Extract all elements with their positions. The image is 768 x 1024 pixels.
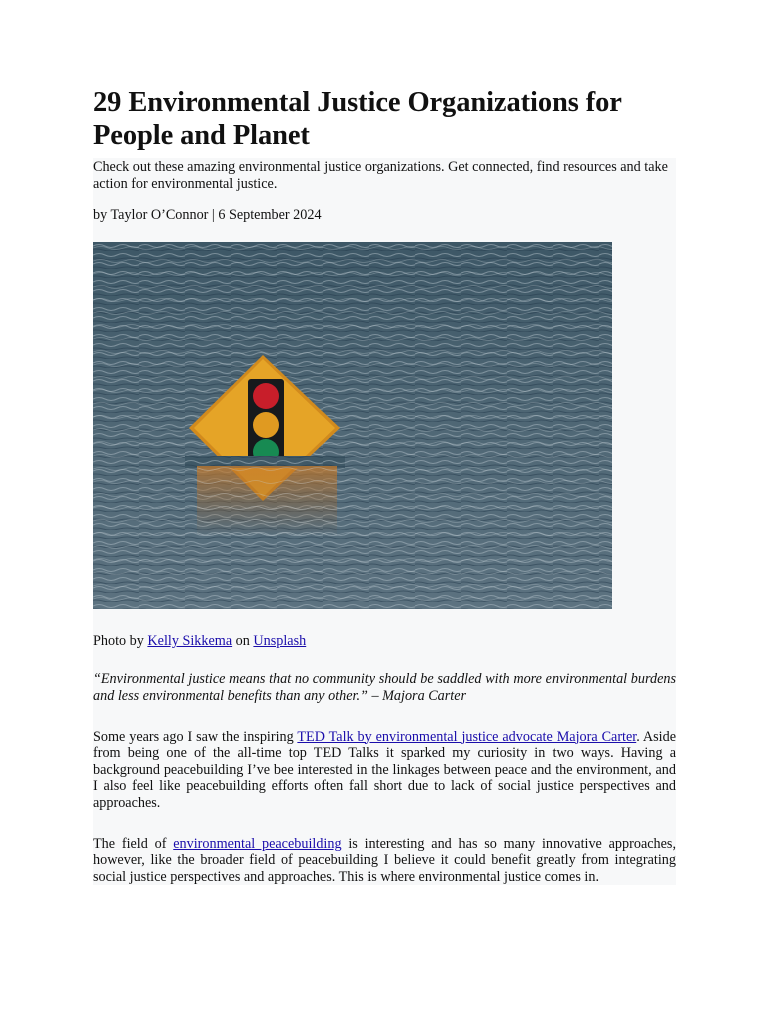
red-light-icon bbox=[253, 383, 279, 409]
byline: by Taylor O’Connor | 6 September 2024 bbox=[93, 207, 322, 224]
paragraph-environmental-peacebuilding bbox=[93, 836, 676, 886]
photographer-link[interactable]: Kelly Sikkema bbox=[147, 632, 233, 649]
article-body bbox=[93, 158, 676, 885]
unsplash-link[interactable]: Unsplash bbox=[253, 632, 307, 649]
article-intro: Check out these amazing environmental justice organizations. Get connected, find resources and take action for environmental justice. bbox=[93, 159, 668, 192]
photo-caption bbox=[93, 633, 676, 650]
article bbox=[93, 86, 676, 885]
environmental-peacebuilding-link[interactable]: environmental peacebuilding bbox=[173, 835, 342, 852]
paragraph-ted-talk-rest: . Aside from being one of the all-time top TED Talks it sparked my curiosity in two ways. Having a background peacebuilding I’ve bee interested in the linkages between peace and the environment, and I also feel like peacebuilding efforts often fall short due to lack of social justice perspectives and approaches. bbox=[93, 728, 676, 811]
paragraph-ted-talk bbox=[93, 729, 676, 812]
caption-middle: on bbox=[232, 632, 254, 649]
ted-talk-link[interactable]: TED Talk by environmental justice advocate Majora Carter bbox=[297, 728, 637, 745]
flooded-traffic-sign-photo bbox=[93, 242, 612, 609]
quote: “Environmental justice means that no community should be saddled with more environmental burdens and less environmental benefits than any other.” – Majora Carter bbox=[93, 671, 676, 704]
paragraph-ted-talk-lead: Some years ago I saw the inspiring bbox=[93, 728, 298, 745]
page-title: 29 Environmental Justice Organizations for People and Planet bbox=[93, 87, 622, 151]
paragraph-peacebuilding-lead: The field of bbox=[93, 835, 174, 852]
amber-light-icon bbox=[253, 412, 279, 438]
caption-prefix: Photo by bbox=[93, 632, 148, 649]
paragraph-peacebuilding-rest: is interesting and has so many innovative approaches, however, like the broader field of peacebuilding I believe it could benefit greatly from integrating social justice perspectives and approaches. This is where environmental justice comes in. bbox=[93, 835, 676, 885]
